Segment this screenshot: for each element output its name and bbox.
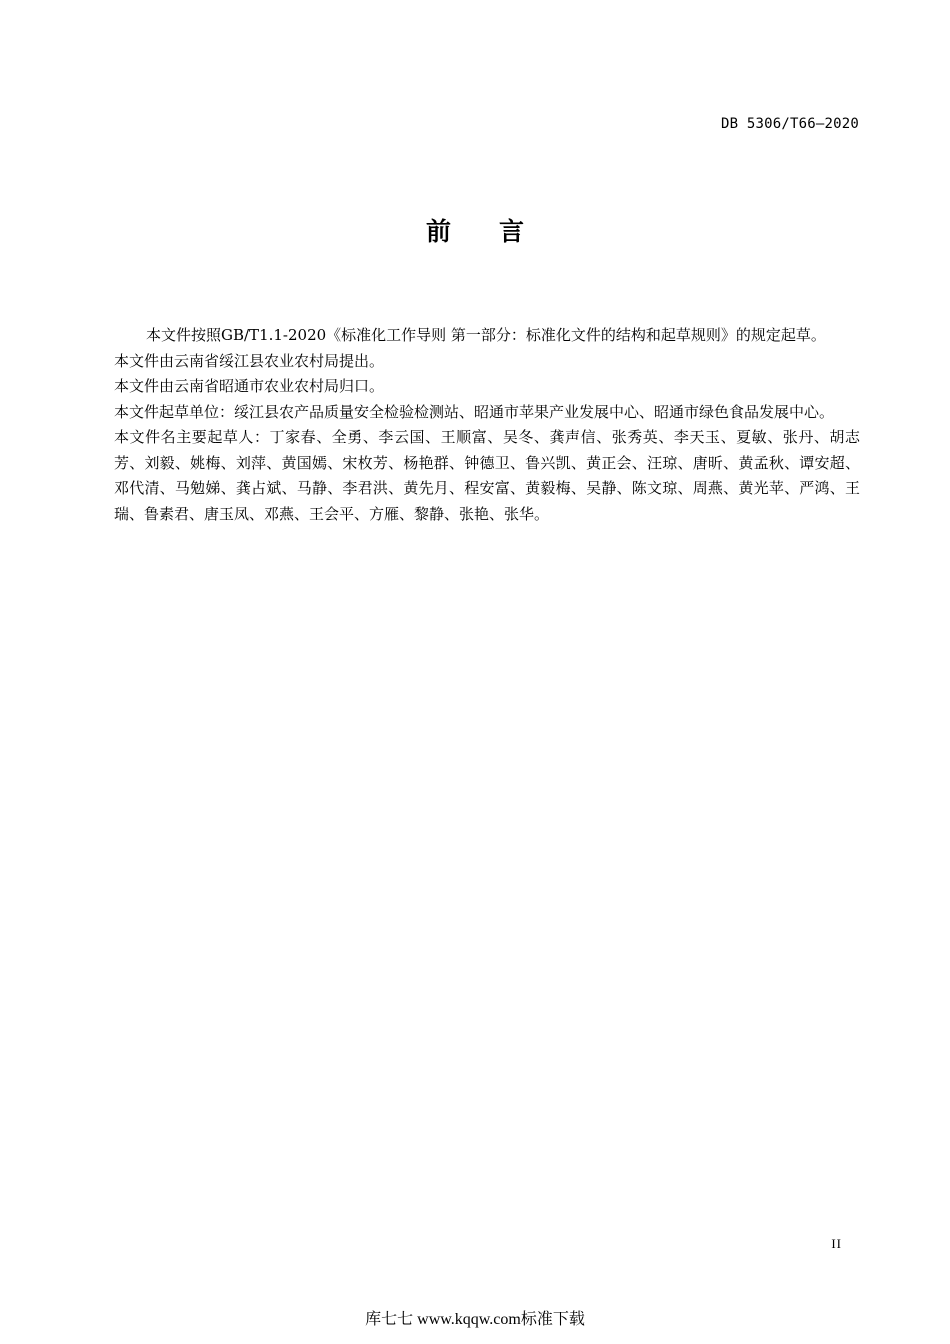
paragraph-administered-by: 本文件由云南省昭通市农业农村局归口。 <box>114 377 385 395</box>
paragraph-drafters: 本文件名主要起草人：丁家春、全勇、李云国、王顺富、吴冬、龚声信、张秀英、李天玉、夏敏、张丹、胡志芳、刘毅、姚梅、刘萍、黄国嫣、宋枚芳、杨艳群、钟德卫、鲁兴凯、黄正会、汪琼、唐昕、黄孟秋、谭安超、邓代清、马勉娣、龚占斌、马静、李君洪、黄先月、程安富、黄毅梅、吴静、陈文琼、周燕、黄光苹、严鸿、王瑞、鲁素君、唐玉凤、邓燕、王会平、方雁、黎静、张艳、张华。 <box>114 428 860 523</box>
paragraph-drafting-units: 本文件起草单位：绥江县农产品质量安全检验检测站、昭通市苹果产业发展中心、昭通市绿色食品发展中心。 <box>114 402 835 421</box>
page-title <box>0 212 950 248</box>
footer-watermark: 库七七 www.kqqw.com标准下载 <box>365 1311 585 1328</box>
page-number: II <box>831 1236 842 1251</box>
document-code: DB 5306/T66—2020 <box>720 116 859 132</box>
title-char-2: 言 <box>499 217 525 246</box>
paragraph-proposed-by: 本文件由云南省绥江县农业农村局提出。 <box>114 351 385 370</box>
foreword-body <box>114 323 860 527</box>
paragraph-standard-basis: 本文件按照GB/T1.1-2020《标准化工作导则 第一部分：标准化文件的结构和起草规则》的规定起草。 <box>146 326 826 344</box>
title-char-1: 前 <box>425 217 451 246</box>
